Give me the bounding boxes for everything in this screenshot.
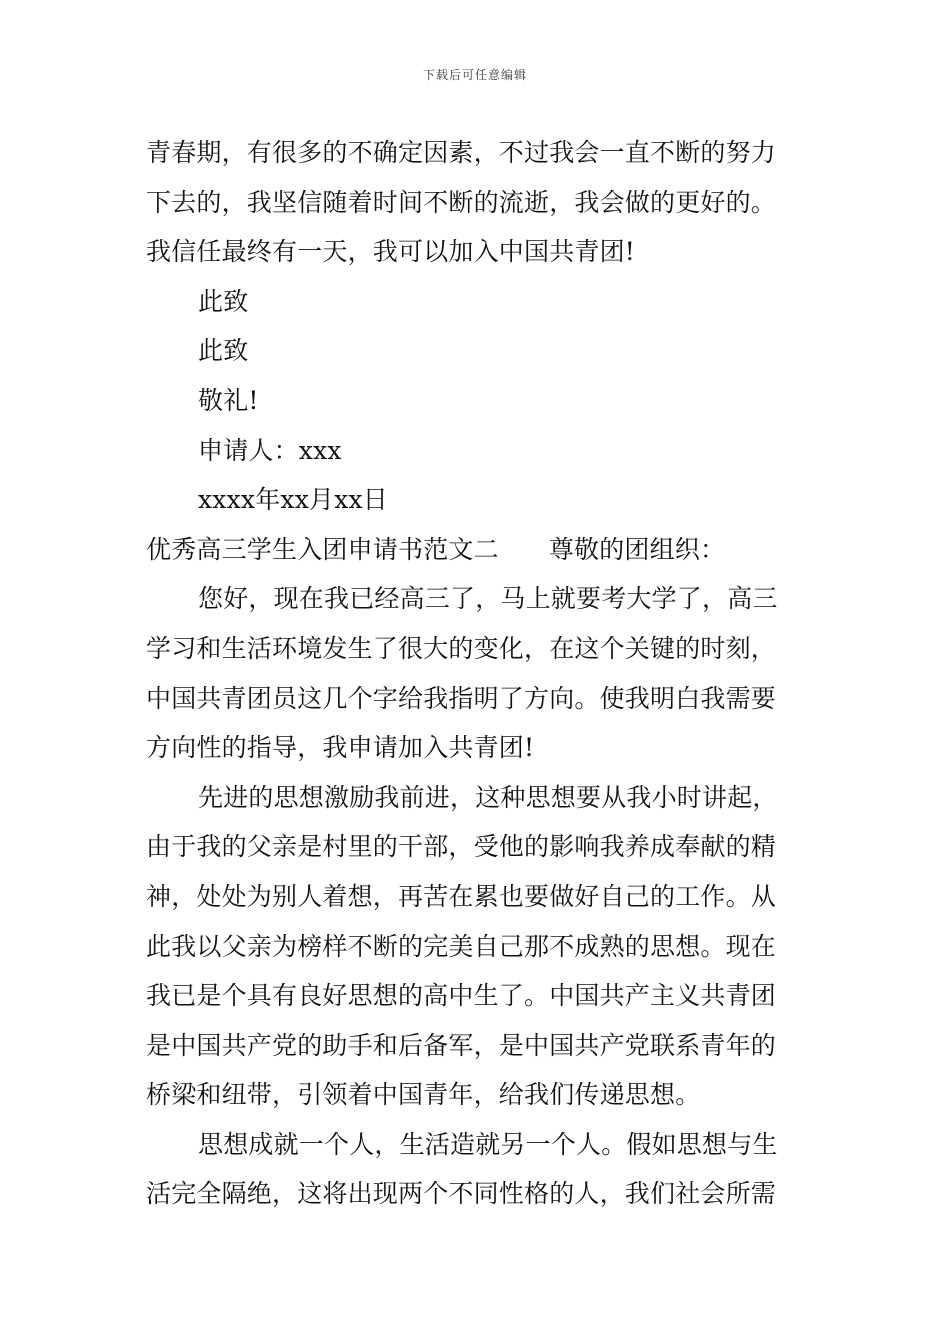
paragraph-line: 我已是个具有良好思想的高中生了。中国共产主义共青团 xyxy=(146,981,777,1011)
paragraph-line: 此我以父亲为榜样不断的完美自己那不成熟的思想。现在 xyxy=(146,931,777,961)
paragraph-line: 活完全隔绝，这将出现两个不同性格的人，我们社会所需 xyxy=(146,1179,777,1209)
section-heading-line xyxy=(146,525,811,575)
paragraph-line: 由于我的父亲是村里的干部，受他的影响我养成奉献的精 xyxy=(146,832,777,862)
paragraph-line: 青春期，有很多的不确定因素，不过我会一直不断的努力 xyxy=(146,138,777,167)
paragraph-line: 神，处处为别人着想，再苦在累也要做好自己的工作。从 xyxy=(146,881,777,911)
paragraph-line: 学习和生活环境发生了很大的变化，在这个关键的时刻， xyxy=(146,633,777,663)
paragraph-line: 下去的，我坚信随着时间不断的流逝，我会做的更好的。 xyxy=(146,187,777,217)
greeting: 尊敬的团组织： xyxy=(548,534,726,564)
paragraph-line: 先进的思想激励我前进，这种思想要从我小时讲起， xyxy=(198,782,778,812)
closing-line: 此致 xyxy=(198,286,249,316)
section-title: 优秀高三学生入团申请书范文二 xyxy=(146,534,499,564)
paragraph-line: 方向性的指导，我申请加入共青团! xyxy=(146,733,535,763)
paragraph-line: 您好，现在我已经高三了，马上就要考大学了，高三 xyxy=(198,584,778,614)
applicant-line: 申请人：xxx xyxy=(198,435,342,465)
paragraph-line: 桥梁和纽带，引领着中国青年，给我们传递思想。 xyxy=(146,1080,701,1110)
paragraph-line: 思想成就一个人，生活造就另一个人。假如思想与生 xyxy=(198,1129,778,1159)
date-line: xxxx年xx月xx日 xyxy=(198,485,388,515)
salutation-line: 敬礼! xyxy=(198,385,259,415)
document-body xyxy=(146,128,811,1219)
paragraph-line: 是中国共产党的助手和后备军，是中国共产党联系青年的 xyxy=(146,1030,777,1060)
paragraph-line: 我信任最终有一天，我可以加入中国共青团! xyxy=(146,237,636,267)
header-note: 下载后可任意编辑 xyxy=(422,68,527,82)
closing-line: 此致 xyxy=(198,336,249,366)
paragraph-line: 中国共青团员这几个字给我指明了方向。使我明白我需要 xyxy=(146,683,777,713)
